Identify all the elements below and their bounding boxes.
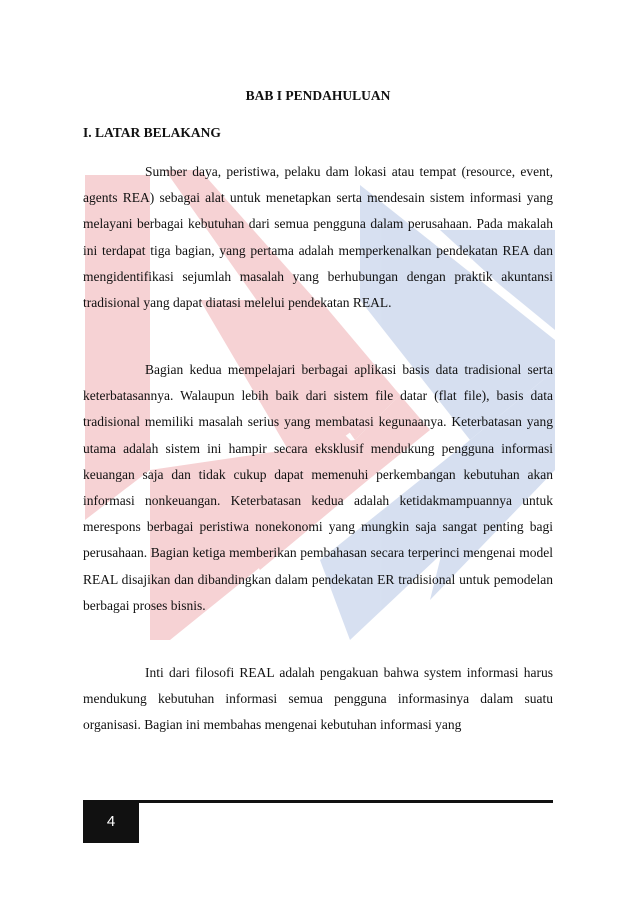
chapter-title: BAB I PENDAHULUAN <box>245 88 391 103</box>
footer-rule <box>83 800 553 803</box>
paragraph-real-philosophy: Inti dari filosofi REAL adalah pengakuan bahwa system informasi harus mendukung kebutuhan informasi semua pengguna informasinya dalam suatu organisasi. Bagian ini membahas mengenai kebutuhan informasi yang <box>83 665 553 733</box>
section-heading: I. LATAR BELAKANG <box>83 125 221 140</box>
paragraph-traditional-database: Bagian kedua mempelajari berbagai aplikasi basis data tradisional serta keterbatasannya. Walaupun lebih baik dari sistem file datar (flat file), basis data tradisional memiliki masalah serius yang membatasi kegunaanya. Keterbatasan yang utama adalah sistem ini hampir secara eksklusif mendukung pengguna informasi keuangan saja dan tidak cukup dapat memenuhi perkembangan kebutuhan akan informasi nonkeuangan. Keterbatasan kedua adalah ketidakmampuannya untuk merespons berbagai peristiwa nonekonomi yang mungkin saja sangat penting bagi perusahaan. Bagian ketiga memberikan pembahasan secara terperinci mengenai model REAL disajikan dan dibandingkan dalam pendekatan ER tradisional untuk pemodelan berbagai proses bisnis. <box>83 362 553 613</box>
paragraph-rea-introduction: Sumber daya, peristiwa, pelaku dam lokasi atau tempat (resource, event, agents REA) sebagai alat untuk menetapkan serta mendesain sistem informasi yang melayani berbagai kebutuhan dari semua pengguna dalam perusahaan. Pada makalah ini terdapat tiga bagian, yang pertama adalah memperkenalkan pendekatan REA dan mengidentifikasi sejumlah masalah yang berhubungan dengan praktik akuntansi tradisional yang dapat diatasi melelui pendekatan REAL. <box>83 164 553 311</box>
page-number: 4 <box>83 800 139 843</box>
